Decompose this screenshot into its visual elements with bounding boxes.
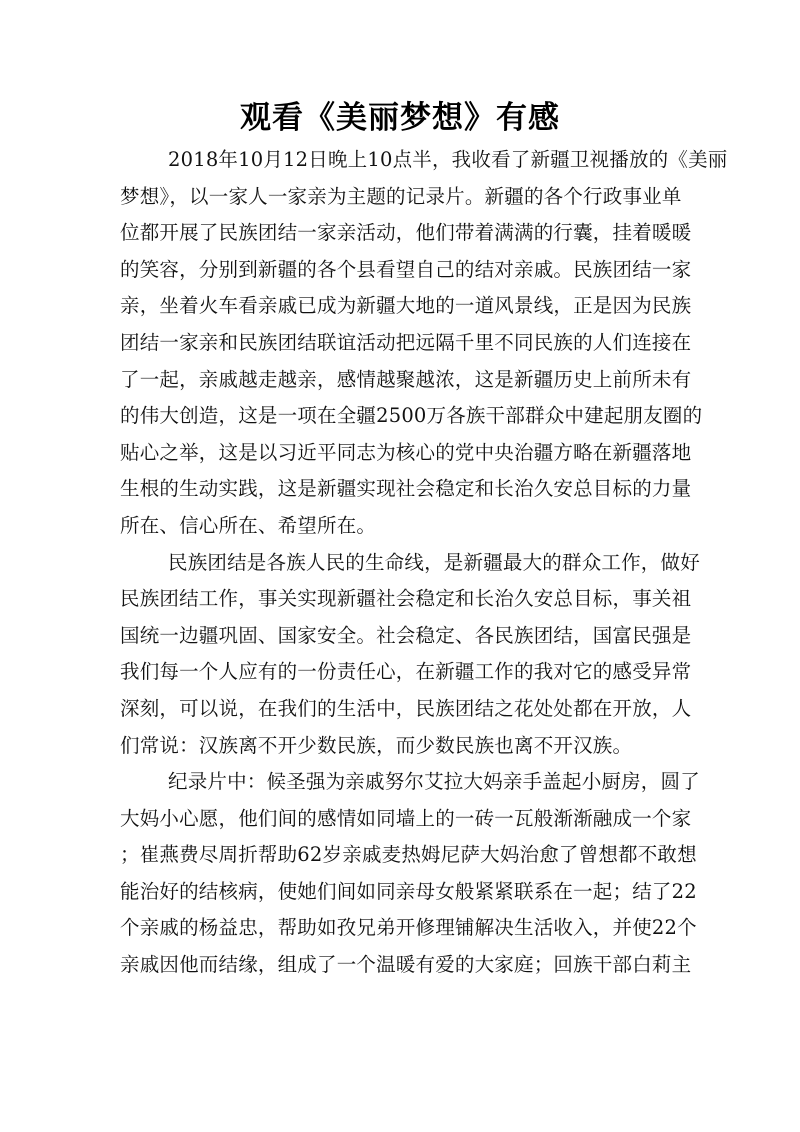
text-line: ；崔燕费尽周折帮助62岁亲戚麦热姆尼萨大妈治愈了曾想都不敢想 [120, 843, 697, 867]
text-line: 们常说：汉族离不开少数民族，而少数民族也离不开汉族。 [120, 733, 633, 757]
text-line: 亲戚因他而结缘，组成了一个温暖有爱的大家庭；回族干部白莉主 [120, 953, 692, 977]
text-line: 所在、信心所在、希望所在。 [120, 513, 377, 537]
text-line: 纪录片中：候圣强为亲戚努尔艾拉大妈亲手盖起小厨房，圆了 [168, 770, 700, 794]
text-line: 贴心之举，这是以习近平同志为核心的党中央治疆方略在新疆落地 [120, 440, 692, 464]
text-line: 民族团结工作，事关实现新疆社会稳定和长治久安总目标，事关祖 [120, 587, 692, 611]
text-line: 深刻，可以说，在我们的生活中，民族团结之花处处都在开放，人 [120, 696, 692, 720]
text-line: 了一起，亲戚越走越亲，感情越聚越浓，这是新疆历史上前所未有 [120, 367, 692, 391]
paragraph-3 [120, 764, 700, 984]
paragraph-1 [120, 142, 728, 545]
text-line: 国统一边疆巩固、国家安全。社会稳定、各民族团结，国富民强是 [120, 623, 692, 647]
text-line: 民族团结是各族人民的生命线，是新疆最大的群众工作，做好 [168, 550, 700, 574]
text-line: 的伟大创造，这是一项在全疆2500万各族干部群众中建起朋友圈的 [120, 404, 703, 428]
text-line: 位都开展了民族团结一家亲活动，他们带着满满的行囊，挂着暖暖 [120, 221, 692, 245]
paragraph-2 [120, 545, 700, 765]
text-line: 梦想》，以一家人一家亲为主题的记录片。新疆的各个行政事业单 [120, 184, 682, 208]
document-body [120, 142, 728, 984]
text-line: 能治好的结核病，使她们间如同亲母女般紧紧联系在一起；结了22 [120, 879, 697, 903]
text-line: 个亲戚的杨益忠，帮助如孜兄弟开修理铺解决生活收入，并使22个 [120, 916, 697, 940]
text-line: 我们每一个人应有的一份责任心，在新疆工作的我对它的感受异常 [120, 660, 692, 684]
text-line: 团结一家亲和民族团结联谊活动把远隔千里不同民族的人们连接在 [120, 330, 692, 354]
text-line: 生根的生动实践，这是新疆实现社会稳定和长治久安总目标的力量 [120, 477, 692, 501]
text-line: 2018年10月12日晚上10点半，我收看了新疆卫视播放的《美丽 [168, 148, 728, 171]
text-line: 亲，坐着火车看亲戚已成为新疆大地的一道风景线，正是因为民族 [120, 294, 692, 318]
document-title: 观看《美丽梦想》有感 [240, 100, 560, 136]
text-line: 大妈小心愿，他们间的感情如同墙上的一砖一瓦般渐渐融成一个家 [120, 806, 692, 830]
text-line: 的笑容，分别到新疆的各个县看望自己的结对亲戚。民族团结一家 [120, 257, 692, 281]
